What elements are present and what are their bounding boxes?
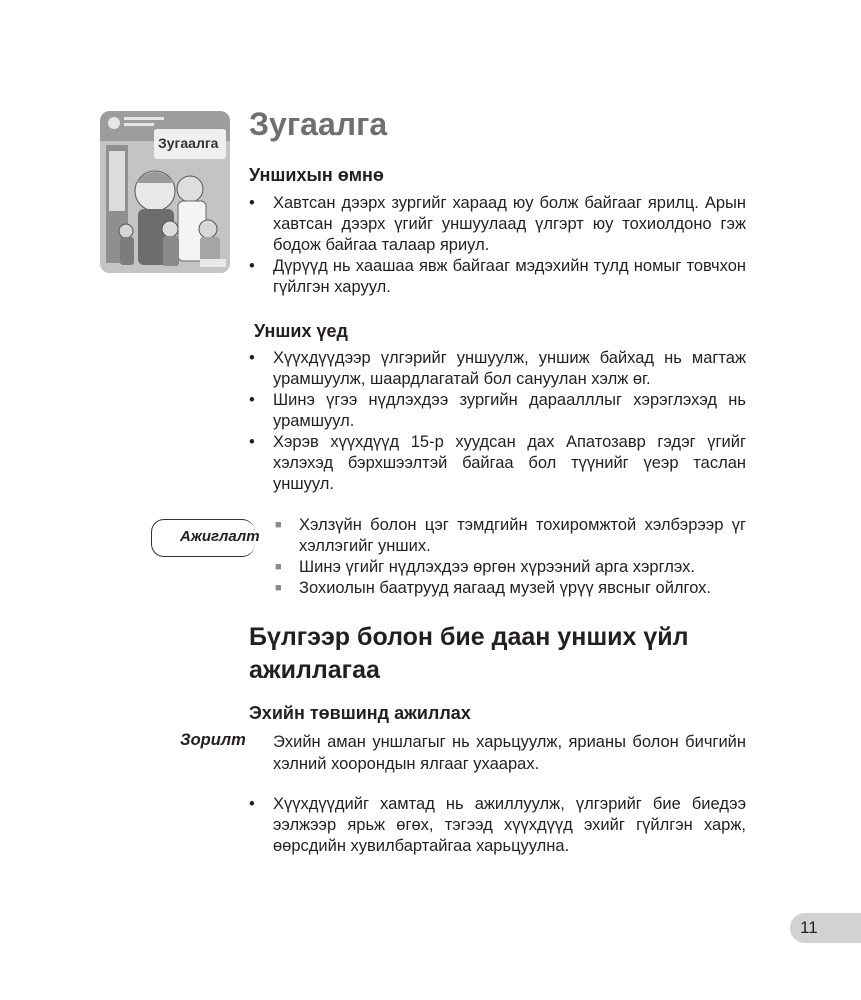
- list-item: • Хэрэв хүүхдүүд 15-р хуудсан дах Апатозавр гэдэг үгийг хэлэхэд бэрхшээлтэй байгаа бол түүнийг үеэр таслан уншуул.: [249, 433, 746, 493]
- list-item: • Хүүхдүүдээр үлгэрийг уншуулж, уншиж байхад нь магтаж урамшуулж, шаардлагатай бол сануулан хэлж өг.: [249, 349, 746, 388]
- heading-group-reading: Бүлгээр болон бие даан унших үйл ажиллагаа: [249, 623, 689, 684]
- square-bullet-icon: ■: [275, 582, 282, 594]
- list-during-reading: [249, 348, 746, 495]
- list-item: ■ Зохиолын баатрууд яагаад музей үрүү явсныг ойлгох.: [275, 579, 712, 597]
- goal-label: Зорилт: [180, 731, 246, 749]
- page-number-tab: [790, 913, 861, 943]
- observation-label: Ажиглалт: [180, 528, 260, 545]
- bullet-mark: •: [249, 391, 255, 409]
- list-before-reading: [249, 193, 746, 298]
- heading-before-reading: Уншихын өмнө: [249, 165, 384, 185]
- list-observation: [275, 515, 746, 599]
- page-number: 11: [800, 918, 818, 937]
- cover-title: Зугаалга: [158, 135, 219, 151]
- list-item: • Хүүхдүүдийг хамтад нь ажиллуулж, үлгэрийг бие биедээ ээлжээр ярьж өгөх, тэгээд хүүхдүүд эхийг гүйлгэн харж, өөрсдийн хувилбартайгаа харьцуулна.: [249, 795, 746, 855]
- page-title: Зугаалга: [249, 106, 388, 142]
- list-item: • Хавтсан дээрх зургийг хараад юу болж байгааг ярилц. Арын хавтсан дээрх үгийг уншуулаад үлгэрт юу тохиолдоно гэж бодож байгаа талаар яриул.: [249, 194, 746, 254]
- square-bullet-icon: ■: [275, 561, 282, 573]
- bullet-mark: •: [249, 349, 255, 367]
- list-item: ■ Шинэ үгийг нүдлэхдээ өргөн хүрээний арга хэрглэх.: [275, 558, 695, 576]
- bullet-mark: •: [249, 257, 255, 275]
- list-group-reading: [249, 794, 746, 857]
- goal-text: Эхийн аман уншлагыг нь харьцуулж, ярианы болон бичгийн хэлний хоорондын ялгааг ухаарах.: [273, 733, 746, 773]
- book-cover-image: [100, 111, 230, 273]
- heading-text-level: Эхийн төвшинд ажиллах: [249, 703, 471, 723]
- bullet-mark: •: [249, 795, 255, 813]
- observation-tab: [151, 519, 260, 557]
- bullet-mark: •: [249, 194, 255, 212]
- bullet-mark: •: [249, 433, 255, 451]
- square-bullet-icon: ■: [275, 519, 282, 531]
- heading-during-reading: Унших үед: [254, 321, 348, 341]
- list-item: ■ Хэлзүйн болон цэг тэмдгийн тохиромжтой хэлбэрээр үг хэллэгийг унших.: [275, 516, 746, 555]
- list-item: • Шинэ үгээ нүдлэхдээ зургийн дараалллыг хэрэглэхэд нь урамшуул.: [249, 391, 746, 430]
- list-item: • Дүрүүд нь хаашаа явж байгааг мэдэхийн тулд номыг товчхон гүйлгэн харуул.: [249, 257, 746, 296]
